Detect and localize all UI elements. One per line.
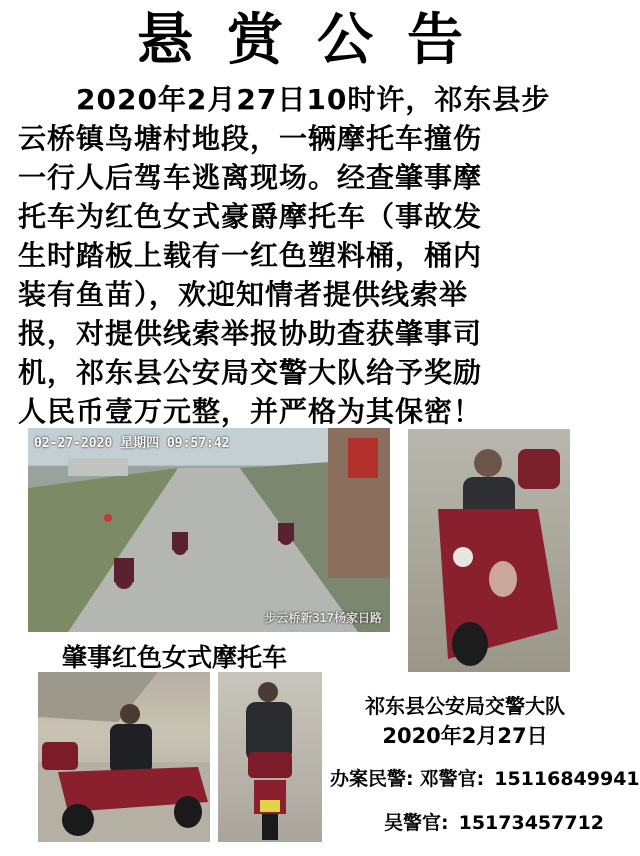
contact-line-2 — [384, 808, 604, 835]
body-line: 报，对提供线索举报协助查获肇事司 — [18, 317, 483, 350]
officer-name: 吴警官: — [384, 812, 449, 834]
body-line: 人民币壹万元整，并严格为其保密！ — [18, 395, 483, 428]
officer-name: 邓警官: — [419, 768, 485, 790]
notice-title: 悬赏公告 — [137, 8, 497, 73]
rider-side-photo — [38, 672, 210, 842]
cctv-location: 步云桥新317杨家日路 — [264, 611, 382, 625]
cctv-timestamp: 02-27-2020 星期四 09:57:42 — [34, 436, 230, 451]
body-line: 2020年2月27日10时许，祁东县步 — [18, 83, 551, 116]
body-line: 装有鱼苗），欢迎知情者提供线索举 — [18, 278, 469, 311]
contact-line-1 — [330, 764, 640, 791]
body-line: 一行人后驾车逃离现场。经查肇事摩 — [18, 161, 483, 194]
notice-date: 2020年2月27日 — [382, 724, 548, 748]
cctv-road-photo — [28, 428, 390, 632]
body-line: 机，祁东县公安局交警大队给予奖励 — [18, 356, 483, 389]
body-line: 云桥镇鸟塘村地段，一辆摩托车撞伤 — [18, 122, 483, 155]
photo-caption: 肇事红色女式摩托车 — [62, 643, 288, 672]
agency-name: 祁东县公安局交警大队 — [365, 694, 565, 718]
body-line: 托车为红色女式豪爵摩托车（事故发 — [18, 200, 483, 233]
phone-number: 15173457712 — [458, 812, 605, 834]
rider-front-photo — [408, 429, 570, 672]
notice-body — [18, 80, 588, 431]
rider-rear-photo — [218, 672, 322, 842]
phone-number: 15116849941 — [494, 768, 640, 790]
body-line: 生时踏板上载有一红色塑料桶，桶内 — [18, 239, 483, 272]
contact-label: 办案民警: — [330, 768, 414, 790]
